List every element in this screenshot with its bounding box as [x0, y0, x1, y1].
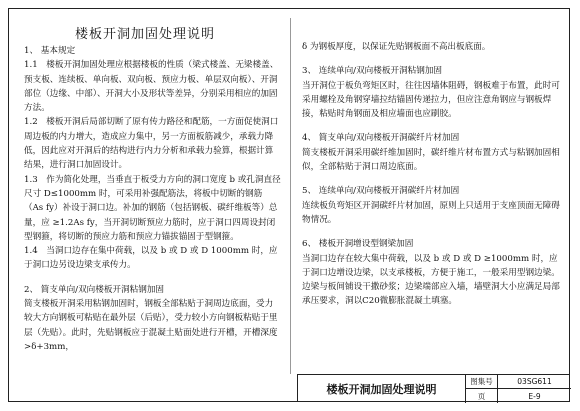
section-heading-3: 3、 连续单向/双向楼板开洞粘钢加固 [302, 66, 443, 77]
paragraph-2-continued: δ 为钢板厚度，以保证先贴钢板面不高出板底面。 [302, 42, 491, 52]
title-block [297, 374, 570, 402]
paragraph-1-3: 1.3 作为简化处理，当垂直于板受力方向的洞口宽度 b 或孔洞直径尺寸 D≤1000mm 时，可采用补强配筋法，将板中切断的钢筋（As fy）补设于洞口边。补加的钢筋（包括钢板、碳纤维板等）总量，应 ≥1.2As fy，当开洞切断预应力筋时，应于洞口四周设封闭型钢箍，将切断的预应力筋和预应力锚拔锚固于型钢箍。 [24, 174, 281, 242]
paragraph-5-1: 连续板负弯矩区开洞碳纤片材加固，原则上只适用于支座顶面无障碍物情况。 [302, 200, 560, 225]
right-column [302, 40, 562, 309]
column-divider [290, 18, 291, 374]
paragraph-3-1: 当开洞位于板负弯矩区时，往往因墙体阻碍，钢板难于布置，此时可采用螺栓及角钢穿墙拉结锚固传递拉力，但应注意角钢应与钢板焊接，粘贴时角钢面及相应墙面也应刷胶。 [302, 80, 560, 120]
section-heading-4: 4、 简支单向/双向楼板开洞碳纤片材加固 [302, 133, 460, 144]
paragraph-2-1: 简支楼板开洞采用粘钢加固时，钢板全部粘贴于洞周边底面，受力较大方向钢板可粘贴在最外层（后贴），受力较小方向钢板粘贴于里层（先贴）。此时，先贴钢板应于混凝土贴面处进行开槽，开槽深度 >δ+3mm， [24, 299, 278, 352]
section-heading-5: 5、 连续单向/双向楼板开洞碳纤片材加固 [302, 186, 460, 197]
drawing-name: 楼板开洞加固处理说明 [298, 375, 466, 403]
paragraph-1-4: 1.4 当洞口边存在集中荷载，以及 b 或 D 或 D 1000mm 时，应于洞口边另设边梁支承传力。 [24, 246, 278, 271]
page-title: 楼板开洞加固处理说明 [74, 27, 215, 42]
page-label: 页 [466, 389, 498, 403]
paragraph-4-1: 简支楼板开洞采用碳纤维加固时，碳纤维片材布置方式与粘钢加固相似，全部粘贴于洞口周边底面。 [302, 147, 560, 173]
paragraph-6-1: 当洞口边存在较大集中荷载，以及 b 或 D 或 D ≥1000mm 时，应于洞口边增设边梁，以支承楼板，方便于施工，一般采用型钢边梁。边梁与板间铺设干撒砂浆；边梁端部应入墙，墙壁洞大小应满足局部承压要求，洞以C20微膨胀混凝土填塞。 [302, 253, 560, 307]
atlas-number-label: 图集号 [466, 375, 498, 389]
paragraph-1-1: 1.1 楼板开洞加固处理应根据楼板的性质（梁式楼盖、无梁楼盖、预支板、连续板、单向板、双向板、预应力板、单层双向板）、开洞部位（边缘、中部）、开洞大小及形状等差异，分别采用相应的加固方法。 [24, 60, 279, 114]
section-heading-1: 1、 基本规定 [24, 46, 76, 56]
section-heading-2: 2、 简支单向/双向楼板开洞粘钢加固 [24, 284, 165, 295]
atlas-number-value: 03SG611 [498, 375, 571, 389]
section-heading-6: 6、 楼板开洞增设型钢梁加固 [302, 239, 414, 250]
page-number: E-9 [528, 391, 541, 401]
paragraph-1-2: 1.2 楼板开洞后局部切断了原有传力路径和配筋，一方面促使洞口周边板的内力增大，造成应力集中，另一方面板筋减少，承载力降低，因此应对开洞后的结构进行内力分析和承载力验算，根据计算结果，进行洞口加固设计。 [24, 117, 279, 171]
left-column [24, 44, 281, 354]
